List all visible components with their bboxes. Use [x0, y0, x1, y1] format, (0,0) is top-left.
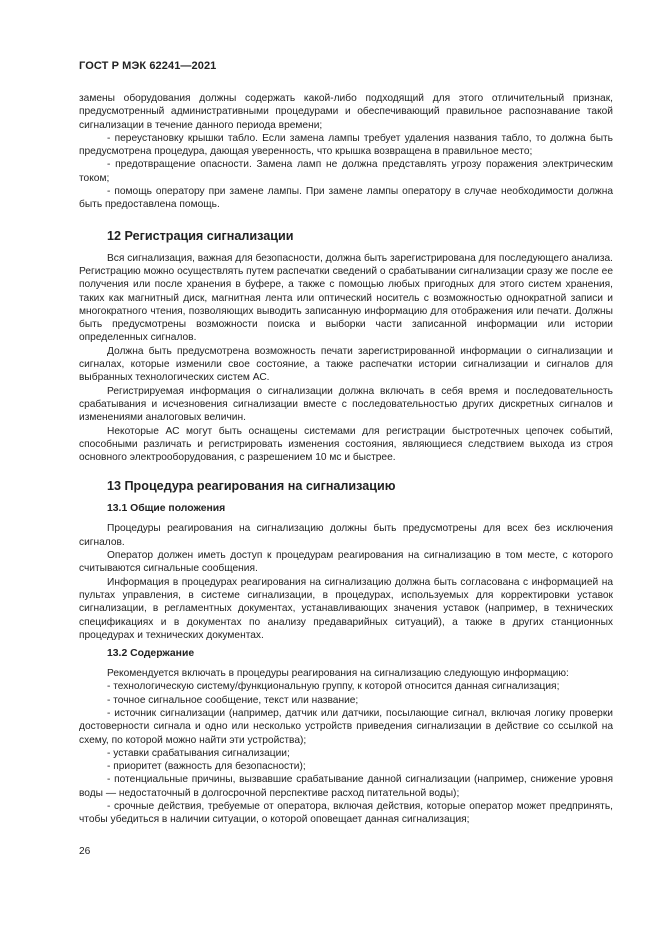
paragraph: Должна быть предусмотрена возможность печати зарегистрированной информации о сигнализации и сигналах, которые изменили свое состояние, а также распечатки истории сигнализации и сигналов для выбранных технологических систем АС.: [79, 345, 613, 384]
list-item: - срочные действия, требуемые от оператора, включая действия, которые оператор может предпринять, чтобы убедиться в наличии ситуации, о которой оповещает данная сигнализация;: [79, 801, 613, 826]
paragraph: Информация в процедурах реагирования на сигнализацию должна быть согласована с информацией на пультах управления, в системе сигнализации, в процедурах, используемых для корректировки уставок сигнализации, в регламентных документах, устанавливающих значения уставок (например, в технических спецификациях и в документах по анализу предаварийных ситуаций), а также в других станционных процедурах и технических документах.: [79, 576, 613, 641]
section-heading-13: 13 Процедура реагирования на сигнализацию: [107, 479, 396, 494]
paragraph: Оператор должен иметь доступ к процедурам реагирования на сигнализацию в том месте, с которого считываются сигнальные сообщения.: [79, 550, 613, 575]
page-content: [79, 92, 613, 827]
list-item: - приоритет (важность для безопасности);: [107, 761, 306, 773]
list-item: - уставки срабатывания сигнализации;: [107, 747, 290, 759]
paragraph: Вся сигнализация, важная для безопасности, должна быть зарегистрирована для последующего анализа. Регистрацию можно осуществлять путем распечатки сведений о срабатывании сигнализации сразу же после ее получения или после хранения в буфере, а также с помощью любых пригодных для этого систем хранения, таких как магнитный диск, магнитная лента или оптический носитель с возможностью однократной записи и многократного чтения, позволяющих выводить записанную информацию для отображения или печати. Должны быть предусмотрены возможности поиска и выборки части записанной информации или истории определенных сигналов.: [79, 252, 613, 344]
list-item: - точное сигнальное сообщение, текст или название;: [107, 694, 359, 706]
list-item: - источник сигнализации (например, датчик или датчики, посылающие сигнал, включая логику проверки достоверности сигнала и одно или несколько устройств приведения сигнализации в действие со ссылкой на схему, по которой можно найти эти устройства);: [79, 707, 613, 746]
paragraph: Процедуры реагирования на сигнализацию должны быть предусмотрены для всех без исключения сигналов.: [79, 523, 613, 548]
list-item: - потенциальные причины, вызвавшие срабатывание данной сигнализации (например, снижение уровня воды — недостаточный в долгосрочной перспективе расход питательной воды);: [79, 774, 613, 799]
paragraph: замены оборудования должны содержать какой-либо подходящий для этого отличительный признак, предусмотренный административными процедурами и обеспечивающий правильное распознавание такой сигнализации в течение данного периода времени;: [79, 93, 613, 131]
paragraph: Рекомендуется включать в процедуры реагирования на сигнализацию следующую информацию:: [107, 668, 569, 680]
list-item: - помощь оператору при замене лампы. При замене лампы оператору в случае необходимости должна быть предоставлена помощь.: [79, 186, 613, 211]
document-header: ГОСТ Р МЭК 62241—2021: [79, 60, 217, 72]
list-item: - предотвращение опасности. Замена ламп не должна представлять угрозу поражения электрическим током;: [79, 159, 613, 184]
list-item: - переустановку крышки табло. Если замена лампы требует удаления названия табло, то должна быть предусмотрена процедура, дающая уверенность, что крышка возвращена в правильное место;: [79, 132, 613, 158]
page-number: 26: [79, 846, 91, 857]
section-heading-12: 12 Регистрация сигнализации: [107, 228, 294, 243]
subsection-heading-13-1: 13.1 Общие положения: [107, 503, 226, 515]
subsection-heading-13-2: 13.2 Содержание: [107, 648, 195, 660]
paragraph: Регистрируемая информация о сигнализации должна включать в себя время и последовательность срабатывания и исчезновения сигнализации вместе с последовательностью других дискретных сигналов и изменениями аналоговых величин.: [79, 385, 613, 424]
paragraph: Некоторые АС могут быть оснащены системами для регистрации быстротечных цепочек событий, способными различать и регистрировать изменения состояния, являющиеся следствием выхода из строя основного электрооборудования, с разрешением 10 мс и быстрее.: [79, 425, 613, 464]
list-item: - технологическую систему/функциональную группу, к которой относится данная сигнализация;: [107, 681, 560, 693]
